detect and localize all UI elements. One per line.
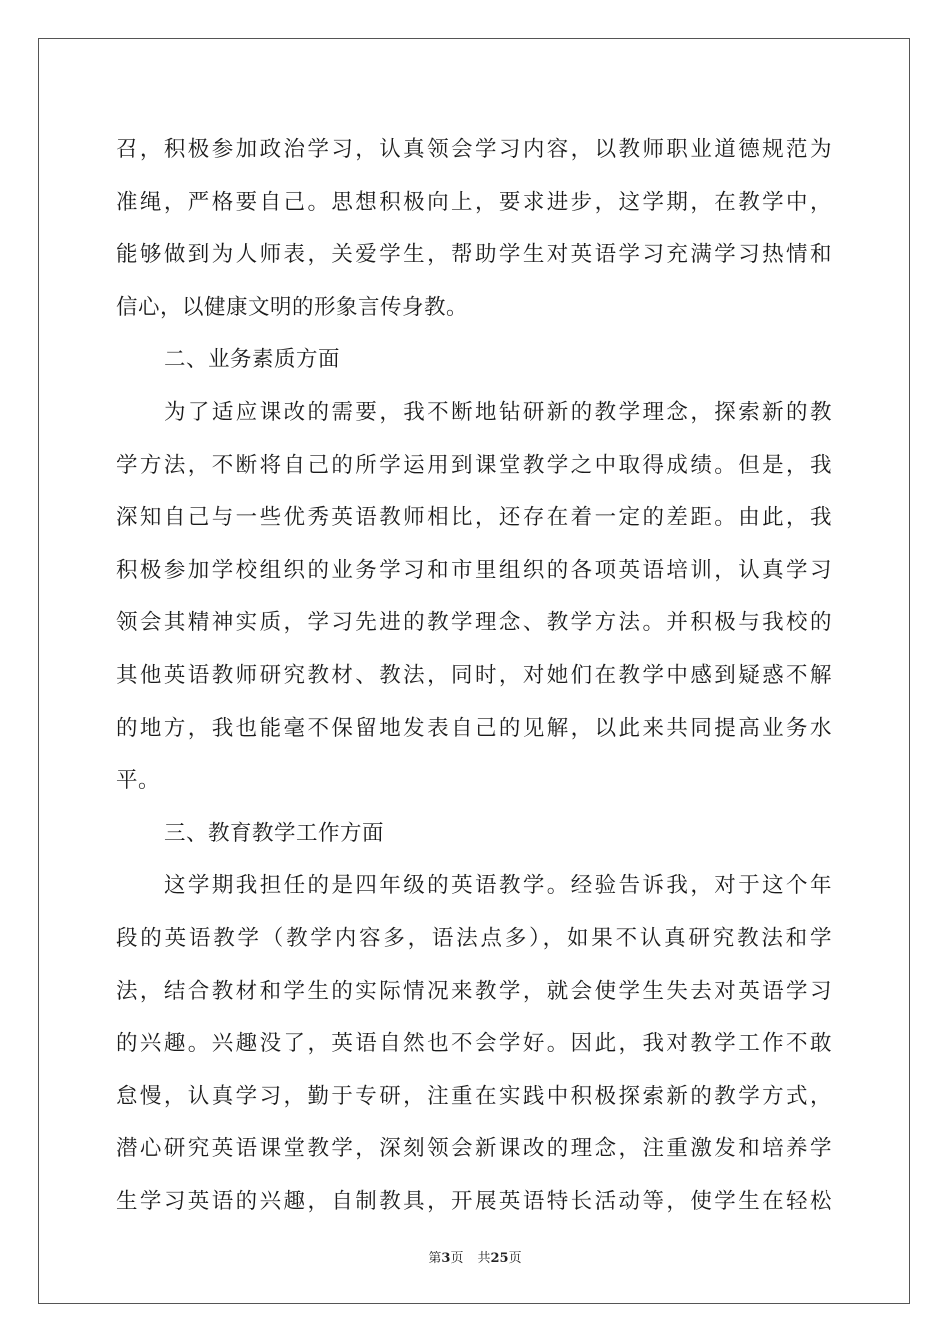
text-line: 能够做到为人师表，关爱学生，帮助学生对英语学习充满学习热情和 <box>116 242 832 268</box>
text-line: 领会其精神实质，学习先进的教学理念、教学方法。并积极与我校的 <box>116 610 832 636</box>
text-line: 这学期我担任的是四年级的英语教学。经验告诉我，对于这个年 <box>164 873 832 899</box>
text-line: 信心，以健康文明的形象言传身教。 <box>116 294 469 320</box>
text-line: 生学习英语的兴趣，自制教具，开展英语特长活动等，使学生在轻松 <box>116 1188 832 1214</box>
text-line: 法，结合教材和学生的实际情况来教学，就会使学生失去对英语学习 <box>116 978 832 1004</box>
text-line: 准绳，严格要自己。思想积极向上，要求进步，这学期，在教学中， <box>116 189 832 215</box>
text-line: 潜心研究英语课堂教学，深刻领会新课改的理念，注重激发和培养学 <box>116 1136 832 1162</box>
text-line: 的兴趣。兴趣没了，英语自然也不会学好。因此，我对教学工作不敢 <box>116 1031 832 1057</box>
text-line: 的地方，我也能毫不保留地发表自己的见解，以此来共同提高业务水 <box>116 715 832 741</box>
footer-total-pages: 25 <box>490 1251 509 1266</box>
text-line: 段的英语教学（教学内容多，语法点多），如果不认真研究教法和学 <box>116 925 832 951</box>
text-line: 积极参加学校组织的业务学习和市里组织的各项英语培训，认真学习 <box>116 557 832 583</box>
text-line: 召，积极参加政治学习，认真领会学习内容，以教师职业道德规范为 <box>116 137 832 162</box>
footer-total-prefix: 共 <box>477 1251 491 1266</box>
footer-page-suffix: 页 <box>450 1251 464 1266</box>
text-line: 学方法，不断将自己的所学运用到课堂教学之中取得成绩。但是，我 <box>116 452 832 478</box>
section-heading: 三、教育教学工作方面 <box>164 820 385 846</box>
footer-page-number: 3 <box>441 1251 451 1266</box>
text-line: 为了适应课改的需要，我不断地钻研新的教学理念，探索新的教 <box>164 399 832 425</box>
text-line: 怠慢，认真学习，勤于专研，注重在实践中积极探索新的教学方式， <box>116 1083 832 1109</box>
page-footer <box>0 1247 950 1266</box>
footer-total-suffix: 页 <box>508 1251 522 1266</box>
footer-page-prefix: 第 <box>428 1251 442 1266</box>
text-line: 深知自己与一些优秀英语教师相比，还存在着一定的差距。由此，我 <box>116 505 832 531</box>
text-line: 平。 <box>116 768 161 794</box>
text-line: 其他英语教师研究教材、教法，同时，对她们在教学中感到疑惑不解 <box>116 662 832 688</box>
section-heading: 二、业务素质方面 <box>164 347 341 373</box>
document-body <box>116 124 832 1228</box>
